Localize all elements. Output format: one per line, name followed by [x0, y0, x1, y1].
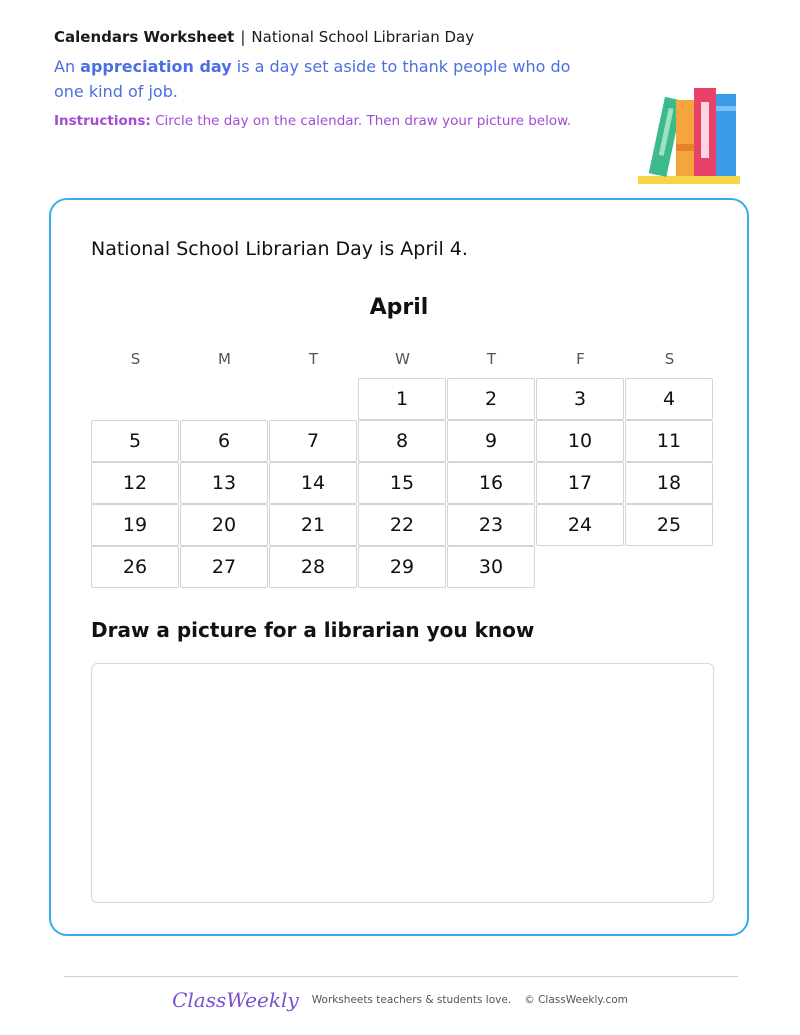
calendar-day[interactable]: 24 [536, 504, 624, 546]
calendar-day[interactable]: 6 [180, 420, 268, 462]
calendar-day[interactable]: 28 [269, 546, 357, 588]
worksheet-category: Calendars Worksheet [54, 28, 235, 46]
definition-term: appreciation day [80, 57, 232, 76]
calendar-grid [91, 378, 714, 588]
instructions [54, 113, 614, 129]
calendar-day[interactable]: 22 [358, 504, 446, 546]
calendar-day[interactable]: 17 [536, 462, 624, 504]
dow-thu: T [486, 350, 497, 368]
calendar-day[interactable]: 7 [269, 420, 357, 462]
calendar-day[interactable]: 4 [625, 378, 713, 420]
calendar-day[interactable]: 30 [447, 546, 535, 588]
calendar-day[interactable]: 21 [269, 504, 357, 546]
calendar-empty-cell [91, 378, 179, 420]
calendar-day[interactable]: 12 [91, 462, 179, 504]
calendar-day[interactable]: 13 [180, 462, 268, 504]
date-statement: National School Librarian Day is April 4. [91, 238, 468, 260]
calendar-day[interactable]: 27 [180, 546, 268, 588]
calendar-day[interactable]: 1 [358, 378, 446, 420]
shelf-base [638, 176, 740, 184]
drawing-prompt: Draw a picture for a librarian you know [91, 618, 535, 642]
calendar-day[interactable]: 11 [625, 420, 713, 462]
definition-body: is a day set aside to thank people who do one kind of job. [54, 57, 571, 101]
calendar-day[interactable]: 26 [91, 546, 179, 588]
worksheet-title [54, 28, 614, 46]
books-icon [636, 84, 742, 188]
calendar-empty-cell [625, 546, 713, 588]
calendar-day[interactable]: 3 [536, 378, 624, 420]
calendar-day[interactable]: 2 [447, 378, 535, 420]
calendar-empty-cell [180, 378, 268, 420]
definition-prefix: An [54, 57, 81, 76]
definition-text [54, 54, 574, 104]
dow-tue: T [308, 350, 319, 368]
calendar-day[interactable]: 25 [625, 504, 713, 546]
calendar-empty-cell [269, 378, 357, 420]
calendar-day[interactable]: 5 [91, 420, 179, 462]
dow-sun: S [130, 350, 141, 368]
calendar-day[interactable]: 19 [91, 504, 179, 546]
calendar-day[interactable]: 15 [358, 462, 446, 504]
calendar-empty-cell [536, 546, 624, 588]
drawing-area[interactable] [91, 663, 714, 903]
book-orange [676, 100, 696, 176]
calendar-day[interactable]: 10 [536, 420, 624, 462]
footer-copyright: © ClassWeekly.com [524, 994, 628, 1006]
calendar-day[interactable]: 18 [625, 462, 713, 504]
footer-divider [64, 976, 738, 977]
calendar-card [49, 198, 749, 936]
dow-sat: S [664, 350, 675, 368]
calendar-day[interactable]: 23 [447, 504, 535, 546]
dow-wed: W [395, 350, 410, 368]
worksheet-header [54, 28, 614, 129]
instructions-text: Circle the day on the calendar. Then draw your picture below. [150, 113, 572, 129]
classweekly-logo: ClassWeekly [172, 988, 299, 1012]
calendar-day[interactable]: 8 [358, 420, 446, 462]
worksheet-topic: National School Librarian Day [251, 28, 475, 46]
calendar-day[interactable]: 29 [358, 546, 446, 588]
days-of-week [91, 350, 714, 368]
title-separator: | [240, 28, 246, 46]
footer-tagline: Worksheets teachers & students love. [311, 994, 512, 1006]
dow-fri: F [576, 350, 585, 368]
calendar-day[interactable]: 14 [269, 462, 357, 504]
calendar-month: April [369, 295, 429, 320]
calendar-day[interactable]: 9 [447, 420, 535, 462]
dow-mon: M [218, 350, 231, 368]
footer [0, 988, 800, 1012]
calendar-day[interactable]: 20 [180, 504, 268, 546]
instructions-label: Instructions: [54, 113, 151, 129]
calendar-day[interactable]: 16 [447, 462, 535, 504]
